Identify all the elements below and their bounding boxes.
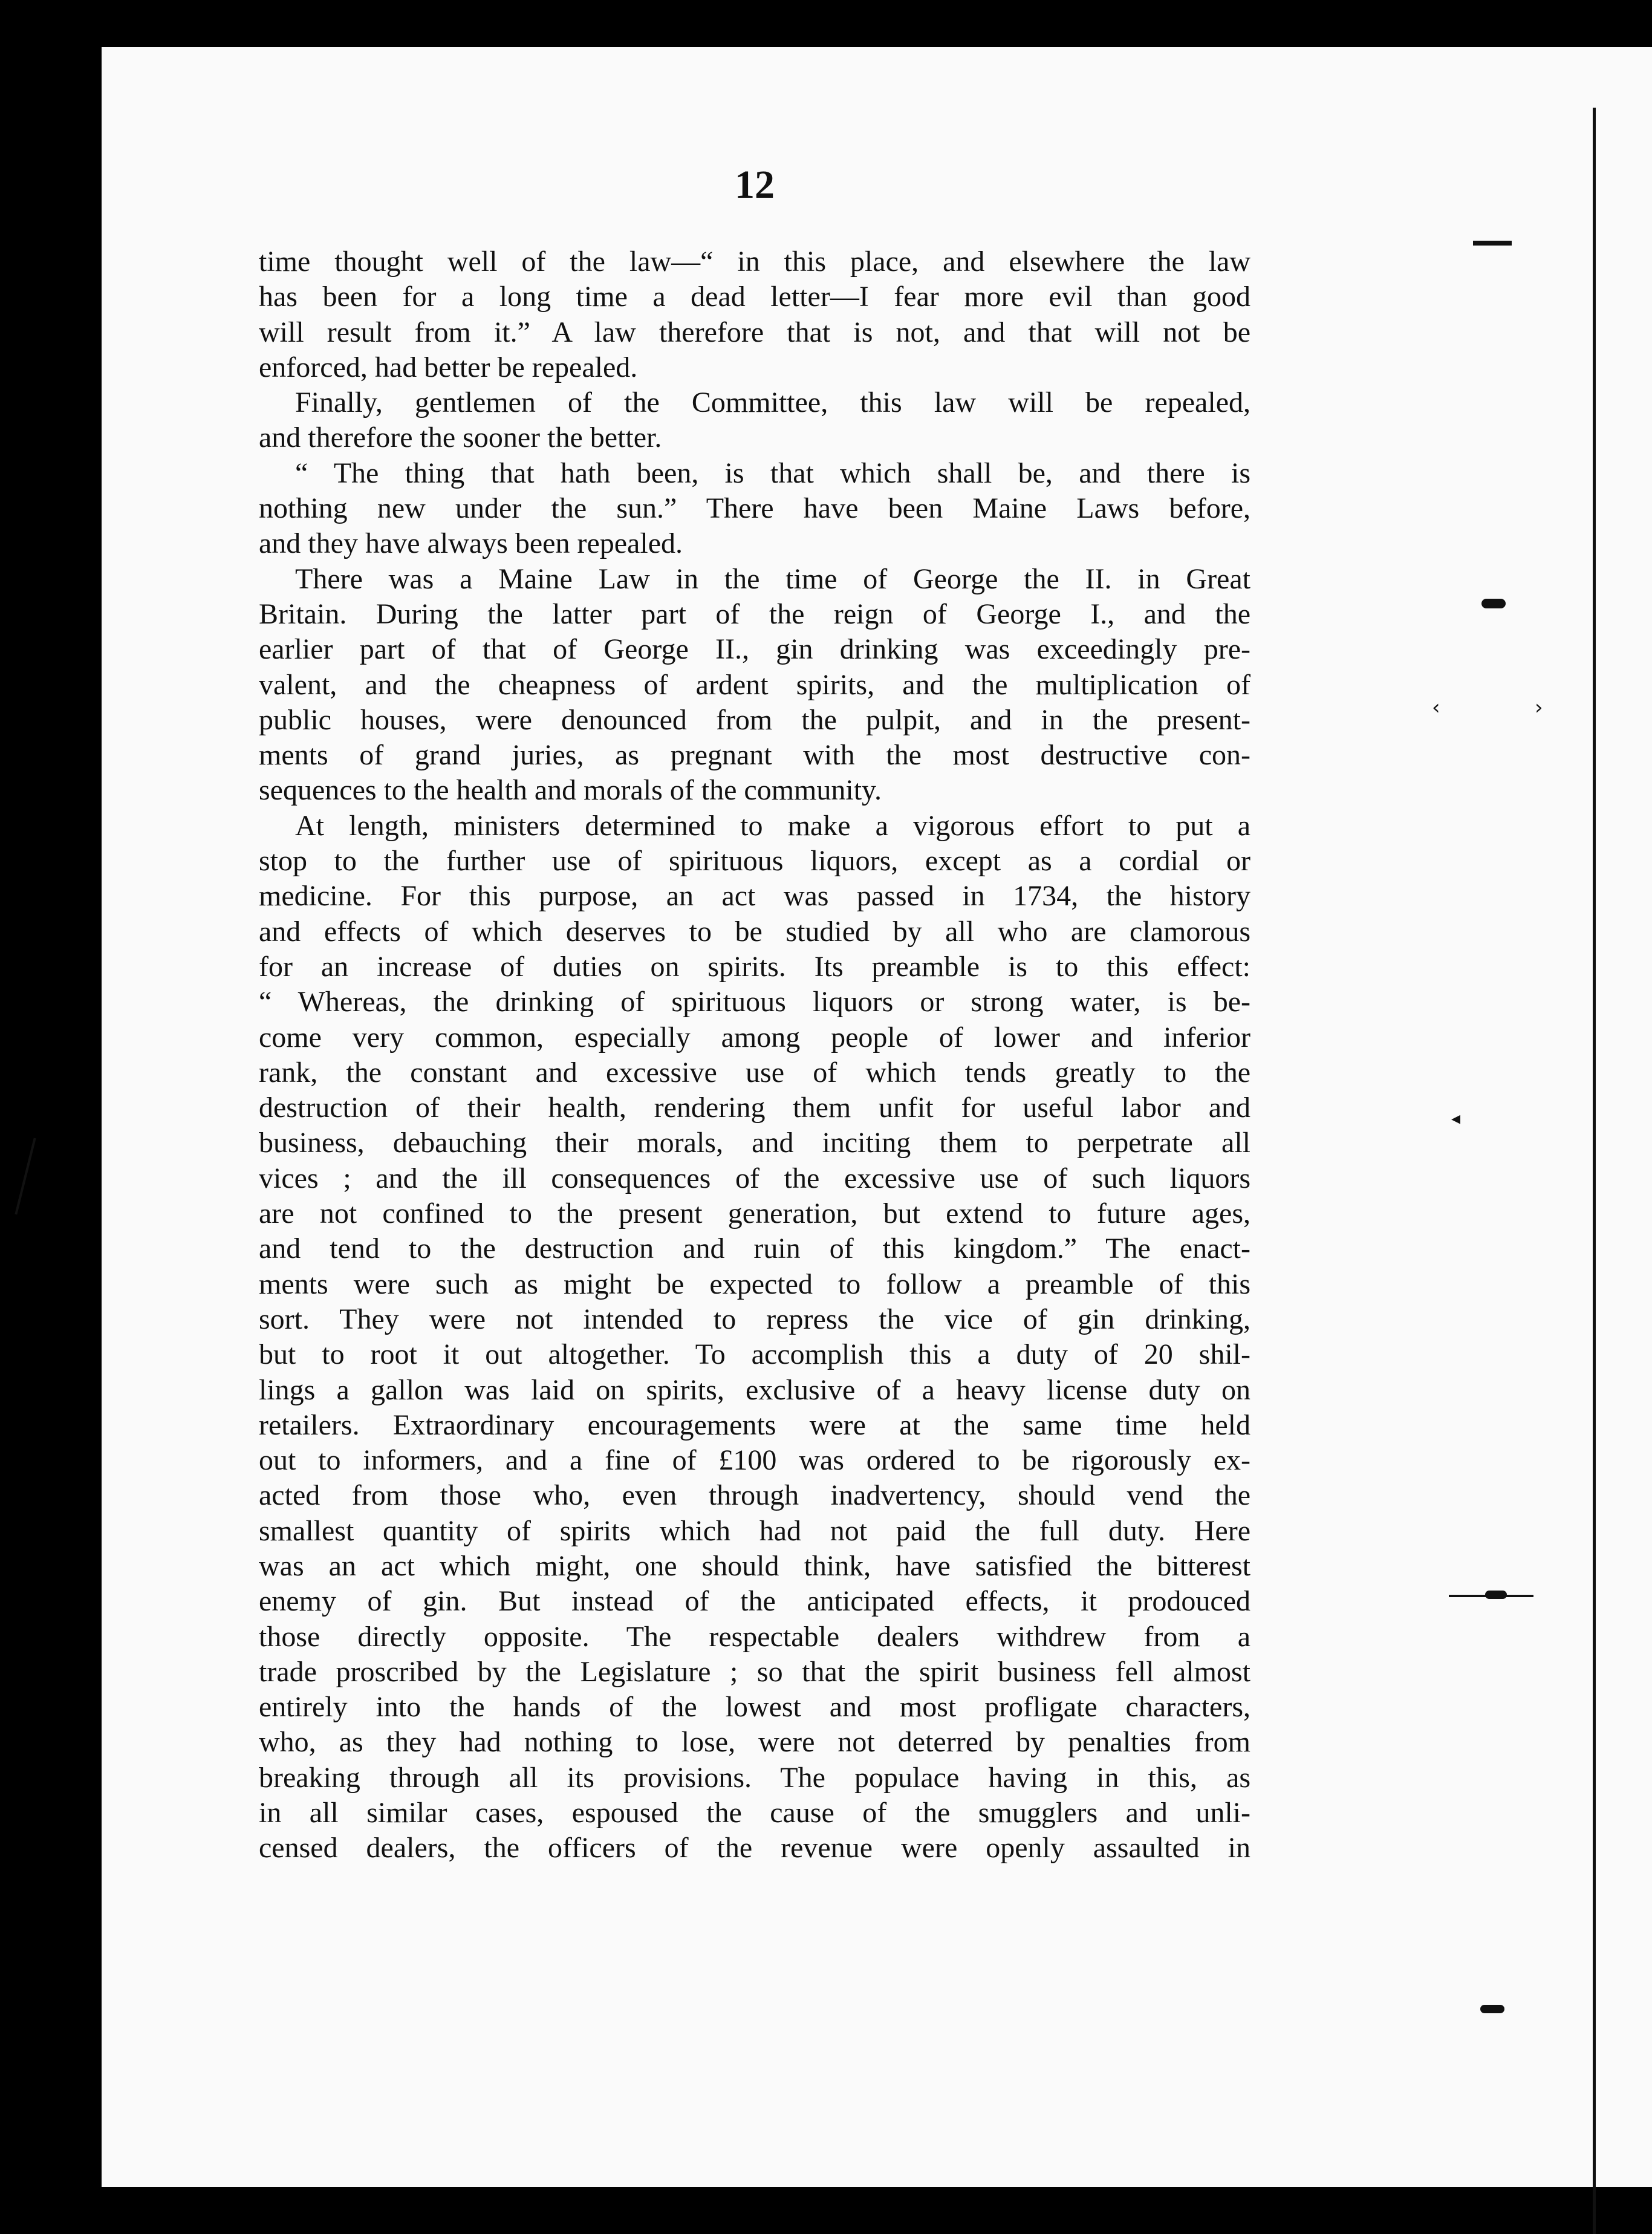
text-line: lings a gallon was laid on spirits, exclusive of a heavy license duty on [259,1373,1250,1406]
gutter-mark [1473,241,1512,246]
text-line: enforced, had better be repealed. [259,351,638,383]
text-line: retailers. Extraordinary encouragements were at the same time held [259,1408,1250,1441]
text-line: who, as they had nothing to lose, were not deterred by penalties from [259,1726,1250,1759]
text-line: valent, and the cheapness of ardent spirits, and the multiplication of [259,668,1250,701]
text-line: “ Whereas, the drinking of spirituous liquors or strong water, is be- [259,986,1250,1018]
text-line: Finally, gentlemen of the Committee, this law will be repealed, [295,386,1250,419]
gutter-mark [1481,599,1506,608]
text-line: will result from it.” A law therefore that is not, and that will not be [259,316,1250,348]
text-line: are not confined to the present generation, but extend to future ages, [259,1197,1250,1230]
text-line: business, debauching their morals, and inciting them to perpetrate all [259,1127,1250,1159]
text-line: ments of grand juries, as pregnant with the most destructive con- [259,739,1250,772]
page-number: 12 [735,163,775,207]
text-line: in all similar cases, espoused the cause of the smugglers and unli- [259,1797,1250,1829]
text-line: entirely into the hands of the lowest and most profligate characters, [259,1691,1250,1724]
gutter-mark [1480,2005,1504,2013]
text-line: vices ; and the ill consequences of the excessive use of such liquors [259,1162,1250,1194]
text-line: destruction of their health, rendering them unfit for useful labor and [259,1092,1250,1124]
text-line: sequences to the health and morals of the community. [259,774,882,807]
text-line: come very common, especially among people of lower and inferior [259,1021,1250,1053]
text-line: trade proscribed by the Legislature ; so that the spirit business fell almost [259,1655,1250,1688]
text-line: smallest quantity of spirits which had not paid the full duty. Here [259,1514,1250,1547]
text-line: “ The thing that hath been, is that which shall be, and there is [295,457,1250,489]
text-line: At length, ministers determined to make a vigorous effort to put a [295,809,1250,842]
margin-stroke [15,1138,36,1214]
text-line: was an act which might, one should think, have satisfied the bitterest [259,1549,1250,1582]
text-line: has been for a long time a dead letter—I fear more evil than good [259,281,1250,313]
stray-mark: › [1535,695,1543,720]
text-line: and tend to the destruction and ruin of this kingdom.” The enact- [259,1233,1250,1265]
text-line: nothing new under the sun.” There have been Maine Laws before, [259,492,1250,525]
gutter-mark [1449,1595,1533,1597]
text-line: medicine. For this purpose, an act was passed in 1734, the history [259,880,1250,913]
text-line: public houses, were denounced from the pulpit, and in the present- [259,703,1250,736]
text-line: acted from those who, even through inadvertency, should vend the [259,1479,1250,1512]
text-line: stop to the further use of spirituous liquors, except as a cordial or [259,845,1250,878]
text-line: but to root it out altogether. To accomplish this a duty of 20 shil- [259,1338,1250,1371]
text-line: time thought well of the law—“ in this place, and elsewhere the law [259,246,1250,278]
text-line: breaking through all its provisions. The populace having in this, as [259,1761,1250,1794]
gutter-fold-line [1593,108,1596,2234]
text-line: There was a Maine Law in the time of George the II. in Great [295,562,1250,595]
text-line: ments were such as might be expected to follow a preamble of this [259,1268,1250,1300]
stray-mark: ‹ [1432,695,1440,720]
text-line: censed dealers, the officers of the revenue were openly assaulted in [259,1832,1250,1864]
text-line: out to informers, and a fine of £100 was ordered to be rigorously ex- [259,1444,1250,1477]
text-line: and effects of which deserves to be studied by all who are clamorous [259,915,1250,948]
text-line: rank, the constant and excessive use of which tends greatly to the [259,1056,1250,1089]
text-line: enemy of gin. But instead of the anticipated effects, it prodouced [259,1585,1250,1618]
stray-mark: ◂ [1451,1108,1461,1129]
text-line: and they have always been repealed. [259,527,683,560]
text-line: earlier part of that of George II., gin drinking was exceedingly pre- [259,633,1250,666]
text-line: Britain. During the latter part of the reign of George I., and the [259,598,1250,630]
text-line: for an increase of duties on spirits. Its preamble is to this effect: [259,950,1250,983]
text-line: those directly opposite. The respectable dealers withdrew from a [259,1620,1250,1653]
body-text [259,244,1250,1866]
text-line: sort. They were not intended to repress the vice of gin drinking, [259,1303,1250,1335]
text-line: and therefore the sooner the better. [259,422,662,454]
